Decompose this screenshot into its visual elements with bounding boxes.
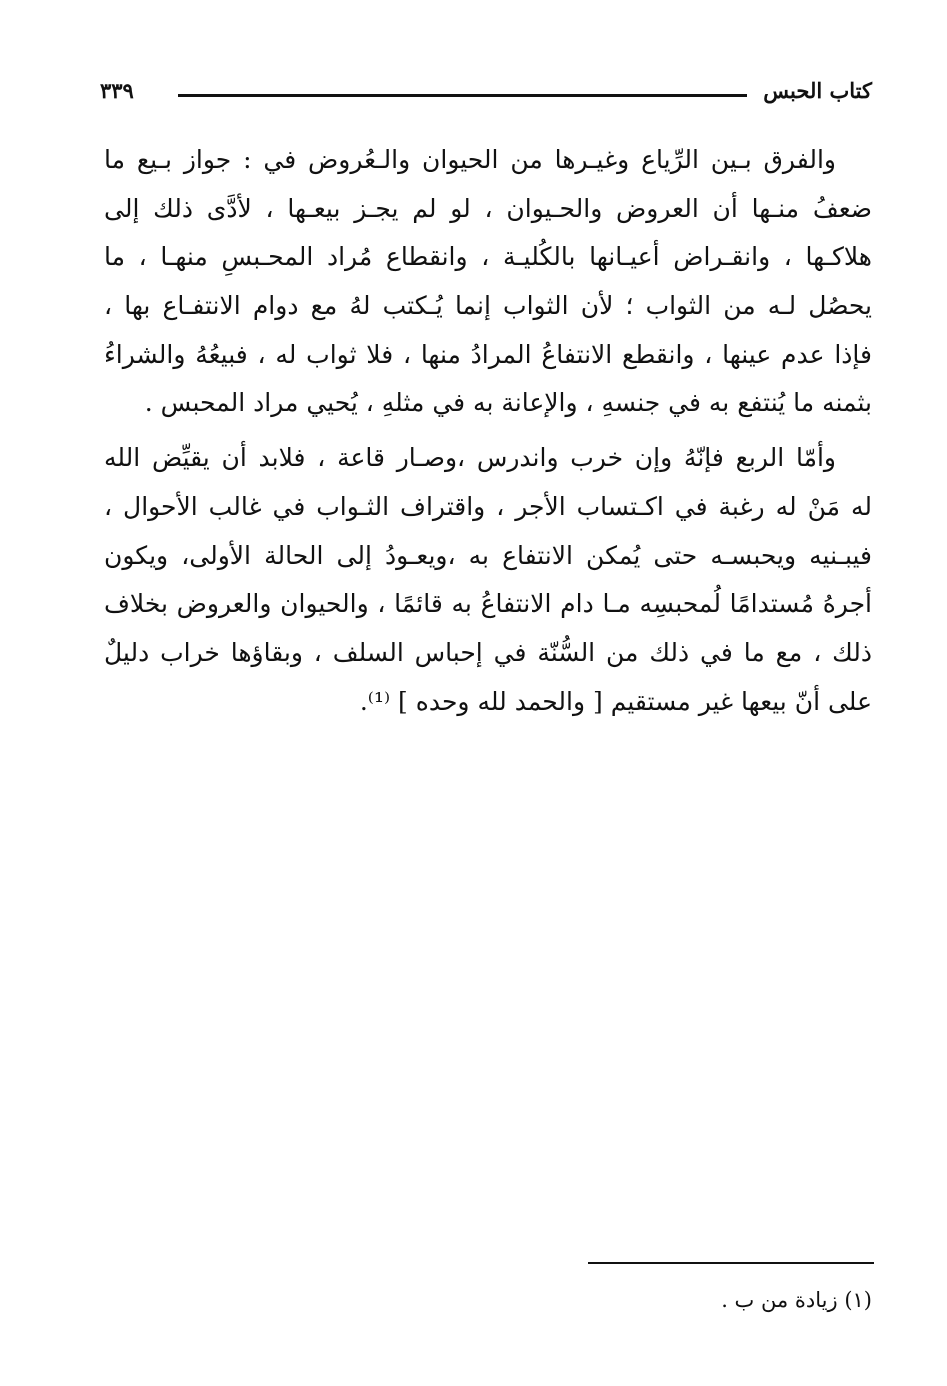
footnote: (١) زيادة من ب . [721,1288,872,1312]
footnote-separator [588,1262,874,1264]
text-line: يحصُل لـه من الثواب ؛ لأن الثواب إنما يُـكتب لهُ مع دوام الانتفـاع بها ، [104,291,872,321]
paragraph-2 [104,434,872,726]
page-number: ٣٣٩ [100,78,134,103]
text-line: له مَنْ له رغبة في اكـتساب الأجر ، واقتراف الثـواب في غالب الأحوال ، [104,491,872,521]
text-line: فيبـنيه ويحبسـه حتى يُمكن الانتفاع به ،ويعـودُ إلى الحالة الأولى، ويكون [104,540,872,570]
text-line: على أنّ بيعها غير مستقيم [ والحمد لله وحده ] ⁽¹⁾. [359,686,872,716]
text-line: ذلك ، مع ما في ذلك من السُّنّة في إحباس السلف ، وبقاؤها خراب دليلٌ [104,637,872,667]
chapter-title: كتاب الحبس [763,78,872,103]
header-rule [178,94,747,97]
text-line: بثمنه ما يُنتفع به في جنسهِ ، والإعانة به في مثلهِ ، يُحيي مراد المحبس . [144,388,872,418]
text-line: ضعفُ منـها أن العروض والحـيوان ، لو لم يجـز بيعـها ، لأدَّى ذلك إلى [104,193,872,223]
text-line: وأمّا الربع فإنّهُ وإن خرب واندرس ،وصـار قاعة ، فلابد أن يقيِّض الله [104,443,836,473]
text-line: أجرهُ مُستدامًا لُمحبسِه مـا دام الانتفاعُ به قائمًا ، والحيوان والعروض بخلاف [104,589,872,619]
text-line: والفرق بـين الرِّياع وغيـرها من الحيوان والـعُروض في : جواز بـيع ما [104,145,836,174]
text-line: هلاكـها ، وانقـراض أعيـانها بالكُليـة ، وانقطاع مُراد المحـبسِ منهـا ، ما [104,242,872,272]
paragraph-1 [104,136,872,428]
text-line: فإذا عدم عينها ، وانقطع الانتفاعُ المرادُ منها ، فلا ثواب له ، فبيعُهُ والشراءُ [104,339,872,369]
main-text [104,136,872,726]
running-header [100,78,872,112]
